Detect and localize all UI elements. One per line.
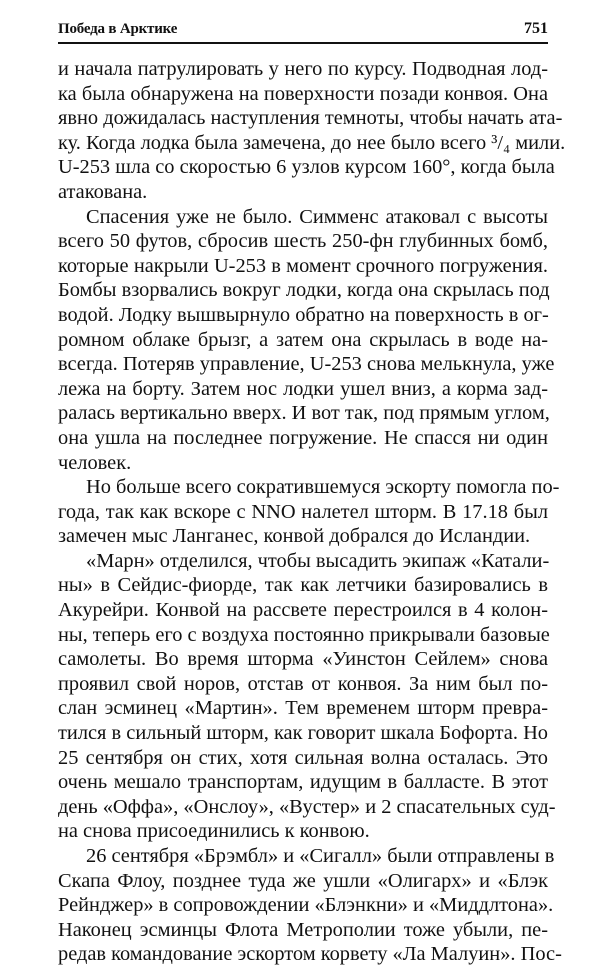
text-line: самолеты. Во время шторма «Уинстон Сейлем» снова bbox=[58, 648, 548, 671]
text-line: Спасения уже не было. Симменс атаковал с высоты bbox=[86, 205, 548, 228]
text-line: Но больше всего сократившемуся эскорту помогла по- bbox=[86, 476, 560, 499]
text-line: явно дожидалась наступления темноты, чтобы начать ата- bbox=[58, 107, 563, 130]
text-line: «Марн» отделился, чтобы высадить экипаж «Катали- bbox=[86, 549, 550, 572]
running-header bbox=[58, 18, 548, 44]
text-line: Наконец эсминцы Флота Метрополии тоже убыли, пе- bbox=[58, 918, 548, 941]
text-line: атакована. bbox=[58, 180, 148, 203]
text-line: U-253 шла со скоростью 6 узлов курсом 160°, когда была bbox=[58, 156, 555, 179]
text-line: года, так как вскоре с NNO налетел шторм. В 17.18 был bbox=[58, 500, 548, 523]
text-line: ны» в Сейдис-фиорде, так как летчики базировались в bbox=[58, 574, 548, 597]
text-line: всего 50 футов, сбросив шесть 250-фн глубинных бомб, bbox=[58, 230, 548, 253]
text-line: очень мешало транспортам, идущим в балласте. В этот bbox=[58, 771, 548, 794]
text-line: ромном облаке брызг, а затем она скрылась в воде на- bbox=[58, 328, 548, 351]
text-line: лежа на борту. Затем нос лодки ушел вниз, а корма зад- bbox=[58, 377, 548, 400]
text-line: Бомбы взорвались вокруг лодки, когда она скрылась под bbox=[58, 279, 550, 302]
text-line: всегда. Потеряв управление, U-253 снова мелькнула, уже bbox=[58, 353, 555, 376]
text-line: она ушла на последнее погружение. Не спасся ни один bbox=[58, 426, 548, 449]
text-line: на снова присоединились к конвою. bbox=[58, 820, 370, 843]
text-line: тился в сильный шторм, как говорит шкала Бофорта. Но bbox=[58, 722, 548, 745]
text-line: ку. Когда лодка была замечена, до нее было всего ³/₄ мили. bbox=[58, 131, 566, 154]
text-line: проявил свой норов, отстав от конвоя. За ним был по- bbox=[58, 672, 548, 695]
paragraph-5 bbox=[58, 844, 562, 967]
text-line: водой. Лодку вышвырнуло обратно на поверхность в ог- bbox=[58, 303, 549, 326]
text-line: редав командование эскортом корвету «Ла Малуин». Пос- bbox=[58, 943, 562, 966]
text-line: ны, теперь его с воздуха постоянно прикрывали базовые bbox=[58, 623, 550, 646]
paragraph-2 bbox=[58, 205, 555, 476]
page-number: 751 bbox=[524, 20, 548, 37]
text-line: ралась вертикально вверх. И вот так, под прямым углом, bbox=[58, 402, 550, 425]
text-line: и начала патрулировать у него по курсу. Подводная лод- bbox=[58, 58, 548, 80]
text-line: Акурейри. Конвой на рассвете перестроился в 4 колон- bbox=[58, 599, 548, 622]
text-line: слан эсминец «Мартин». Тем временем шторм превра- bbox=[58, 697, 548, 720]
book-page bbox=[58, 18, 566, 967]
text-line: Скапа Флоу, позднее туда же ушли «Олигарх» и «Блэк bbox=[58, 869, 548, 892]
body-text bbox=[58, 57, 566, 967]
text-line: замечен мыс Ланганес, конвой добрался до Исландии. bbox=[58, 525, 531, 548]
chapter-title: Победа в Арктике bbox=[58, 21, 178, 37]
text-line: день «Оффа», «Онслоу», «Вустер» и 2 спасательных суд- bbox=[58, 795, 556, 818]
text-line: которые накрыли U-253 в момент срочного погружения. bbox=[58, 254, 548, 277]
text-line: человек. bbox=[58, 451, 132, 474]
paragraph-1 bbox=[58, 57, 566, 205]
paragraph-3 bbox=[58, 475, 560, 549]
text-line: ка была обнаружена на поверхности позади конвоя. Она bbox=[58, 82, 548, 105]
text-line: 26 сентября «Брэмбл» и «Сигалл» были отправлены в bbox=[86, 845, 555, 867]
text-line: 25 сентября он стих, хотя сильная волна осталась. Это bbox=[58, 746, 548, 769]
paragraph-4 bbox=[58, 549, 556, 844]
text-line: Рейнджер» в сопровождении «Блэнкни» и «Миддлтона». bbox=[58, 894, 554, 917]
